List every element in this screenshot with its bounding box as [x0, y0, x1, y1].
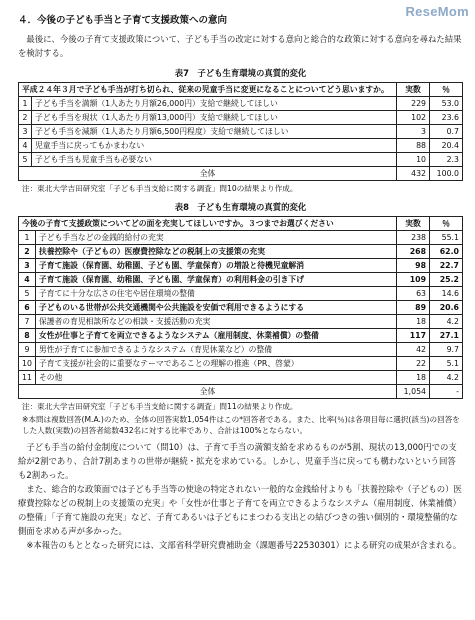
table7-row-pct: 23.6	[430, 111, 463, 125]
table8-row-index: 2	[19, 245, 36, 259]
table8-row-index: 9	[19, 343, 36, 357]
table8-row-pct: 25.2	[430, 273, 463, 287]
table8-total-count: 1,054	[397, 385, 430, 399]
table7-row	[19, 111, 463, 125]
table8-row	[19, 287, 463, 301]
table8-row-count: 109	[397, 273, 430, 287]
table8-row-text: 子育てに十分な広さの住宅や居住環境の整備	[35, 287, 396, 301]
table8-row-pct: 9.7	[430, 343, 463, 357]
table7-row-count: 3	[397, 125, 430, 139]
table7-row-count: 229	[397, 97, 430, 111]
table8	[18, 216, 463, 399]
table8-row	[19, 245, 463, 259]
table8-total-label: 全体	[19, 385, 397, 399]
table8-row	[19, 343, 463, 357]
table8-row-count: 89	[397, 301, 430, 315]
table8-row-count: 117	[397, 329, 430, 343]
section-title: ４．今後の子ども手当と子育て支援政策への意向	[18, 15, 228, 26]
table8-row-pct: 22.7	[430, 259, 463, 273]
table8-row-pct: 14.6	[430, 287, 463, 301]
table8-row-text: 子どものいる世帯が公共交通機関や公共施設を安価で利用できるようにする	[35, 301, 396, 315]
table8-row-pct: 20.6	[430, 301, 463, 315]
body-paragraph: 子ども手当の給付金制度について（問10）は、子育て手当の満額支給を求めるものが5割、現状の13,000円での支給が2割であり、合計7割あまりの世帯が継続・拡充を求めている。しかし、児童手当に戻っても構わないという回答も2割あった。	[18, 442, 457, 480]
table8-caption: 表8 子ども生育環境の真質的変化	[174, 202, 307, 212]
table7-col-count: 実数	[397, 83, 430, 97]
table8-row-count: 18	[397, 315, 430, 329]
table7-total-label: 全体	[19, 167, 397, 181]
table8-row-text: その他	[35, 371, 396, 385]
table7-total-count: 432	[397, 167, 430, 181]
table8-row	[19, 301, 463, 315]
table8-row-text: 女性が仕事と子育てを両立できるようなシステム（雇用制度、休業補償）の整備	[35, 329, 396, 343]
table8-note1: 注：東北大学吉田研究室「子ども手当支給に関する調査」問11の結果より作成。	[22, 402, 298, 411]
table7	[18, 82, 463, 181]
table7-row-text: 子ども手当を減額（1人あたり月額6,500円程度）支給で継続してほしい	[32, 125, 397, 139]
table8-row-count: 42	[397, 343, 430, 357]
table8-row-text: 子育て施設（保育園、幼稚園、子ども園、学童保育）の増設と待機児童解消	[35, 259, 396, 273]
table8-note2: ※本問は複数回答(M.A.)のため、全体の回答実数1,054件はこの*回答者である。また、比率(％)は各項目毎に選択(該当)の回答をした人数(実数)の回答者総数432名に対する比率であり、合計は100%とならない。	[22, 415, 460, 435]
table7-total-pct: 100.0	[430, 167, 463, 181]
table8-row-count: 63	[397, 287, 430, 301]
table8-row-index: 1	[19, 231, 36, 245]
table7-row-pct: 0.7	[430, 125, 463, 139]
table8-row-count: 98	[397, 259, 430, 273]
table7-row-text: 子ども手当も児童手当も必要ない	[32, 153, 397, 167]
table8-row-index: 3	[19, 259, 36, 273]
table8-row	[19, 259, 463, 273]
table7-row-pct: 20.4	[430, 139, 463, 153]
table7-question: 平成２４年３月で子ども手当が打ち切られ、従来の児童手当に変更になることについてどう思いますか。	[19, 83, 397, 97]
table8-row	[19, 329, 463, 343]
intro-paragraph: 最後に、今後の子育て支援政策について、子ども手当の改定に対する意向と総合的な政策に対する意向を尋ねた結果を検討する。	[18, 34, 462, 58]
table8-row-count: 22	[397, 357, 430, 371]
table8-row	[19, 231, 463, 245]
table8-header-row	[19, 217, 463, 231]
body-text	[18, 440, 463, 552]
table7-row-index: 3	[19, 125, 32, 139]
table8-row-count: 18	[397, 371, 430, 385]
table7-row	[19, 125, 463, 139]
site-logo: ReseMom	[405, 4, 469, 19]
table8-row	[19, 371, 463, 385]
document-page	[18, 8, 463, 552]
table7-header-row	[19, 83, 463, 97]
table8-row	[19, 357, 463, 371]
table7-row	[19, 139, 463, 153]
table7-row-count: 88	[397, 139, 430, 153]
table8-row-index: 8	[19, 329, 36, 343]
table8-row-pct: 4.2	[430, 315, 463, 329]
table8-total-row	[19, 385, 463, 399]
table8-row-pct: 5.1	[430, 357, 463, 371]
table8-row-text: 子育て支援が社会的に重要なテーマであることの理解の推進（PR、啓蒙）	[35, 357, 396, 371]
table8-question: 今後の子育て支援政策についてどの面を充実してほしいですか。３つまでお選びください	[19, 217, 397, 231]
table8-row-index: 10	[19, 357, 36, 371]
table7-row-count: 102	[397, 111, 430, 125]
table7-row-pct: 53.0	[430, 97, 463, 111]
table8-col-count: 実数	[397, 217, 430, 231]
table8-row-index: 5	[19, 287, 36, 301]
body-paragraph: ※本報告のもととなった研究には、文部省科学研究費補助金（課題番号22530301）による研究の成果が含まれる。	[26, 540, 462, 550]
body-paragraph: また、総合的な政策面では子ども手当等の使途の特定されない一般的な金銭給付よりも「扶養控除や（子どもの）医療費控除などの税制上の支援策の充実」や「女性が仕事と子育てを両立できるようなシステム（雇用制度、休業補償）の整備」「子育て施設の充実」など、子育てあるいは子どもにまつわる支出との結びつきの強い個別的・環境整備的な側面を求める声が多かった。	[18, 484, 462, 536]
table8-row-index: 11	[19, 371, 36, 385]
table7-row-index: 1	[19, 97, 32, 111]
table8-row-index: 6	[19, 301, 36, 315]
table8-row-count: 268	[397, 245, 430, 259]
table8-row-text: 扶養控除や（子どもの）医療費控除などの税制上の支援策の充実	[35, 245, 396, 259]
table7-row-text: 子ども手当を満額（1人あたり月額26,000円）支給で継続してほしい	[32, 97, 397, 111]
table7-total-row	[19, 167, 463, 181]
table8-total-pct: -	[430, 385, 463, 399]
table7-col-pct: ％	[430, 83, 463, 97]
table8-row-pct: 55.1	[430, 231, 463, 245]
table7-row-text: 児童手当に戻ってもかまわない	[32, 139, 397, 153]
table7-row-index: 4	[19, 139, 32, 153]
table8-row-text: 子ども手当などの金銭的給付の充実	[35, 231, 396, 245]
table7-row	[19, 97, 463, 111]
table7-row-text: 子ども手当を現状（1人あたり月額13,000円）支給で継続してほしい	[32, 111, 397, 125]
table8-row-pct: 62.0	[430, 245, 463, 259]
table7-row-pct: 2.3	[430, 153, 463, 167]
table7-row-count: 10	[397, 153, 430, 167]
table8-row	[19, 273, 463, 287]
table8-row-index: 4	[19, 273, 36, 287]
table7-note: 注：東北大学吉田研究室「子ども手当支給に関する調査」問10の結果より作成。	[22, 184, 298, 193]
table7-caption: 表7 子ども生育環境の真質的変化	[174, 68, 307, 78]
table8-row	[19, 315, 463, 329]
table8-row-text: 子育て施設（保育園、幼稚園、子ども園、学童保育）の利用料金の引き下げ	[35, 273, 396, 287]
table8-row-pct: 4.2	[430, 371, 463, 385]
table7-row-index: 2	[19, 111, 32, 125]
table8-col-pct: ％	[430, 217, 463, 231]
table8-row-index: 7	[19, 315, 36, 329]
table8-row-count: 238	[397, 231, 430, 245]
table8-row-text: 男性が子育てに参加できるようなシステム（育児休業など）の整備	[35, 343, 396, 357]
table7-row-index: 5	[19, 153, 32, 167]
table7-row	[19, 153, 463, 167]
table8-row-pct: 27.1	[430, 329, 463, 343]
table8-row-text: 保護者の育児相談所などの相談・支援活動の充実	[35, 315, 396, 329]
